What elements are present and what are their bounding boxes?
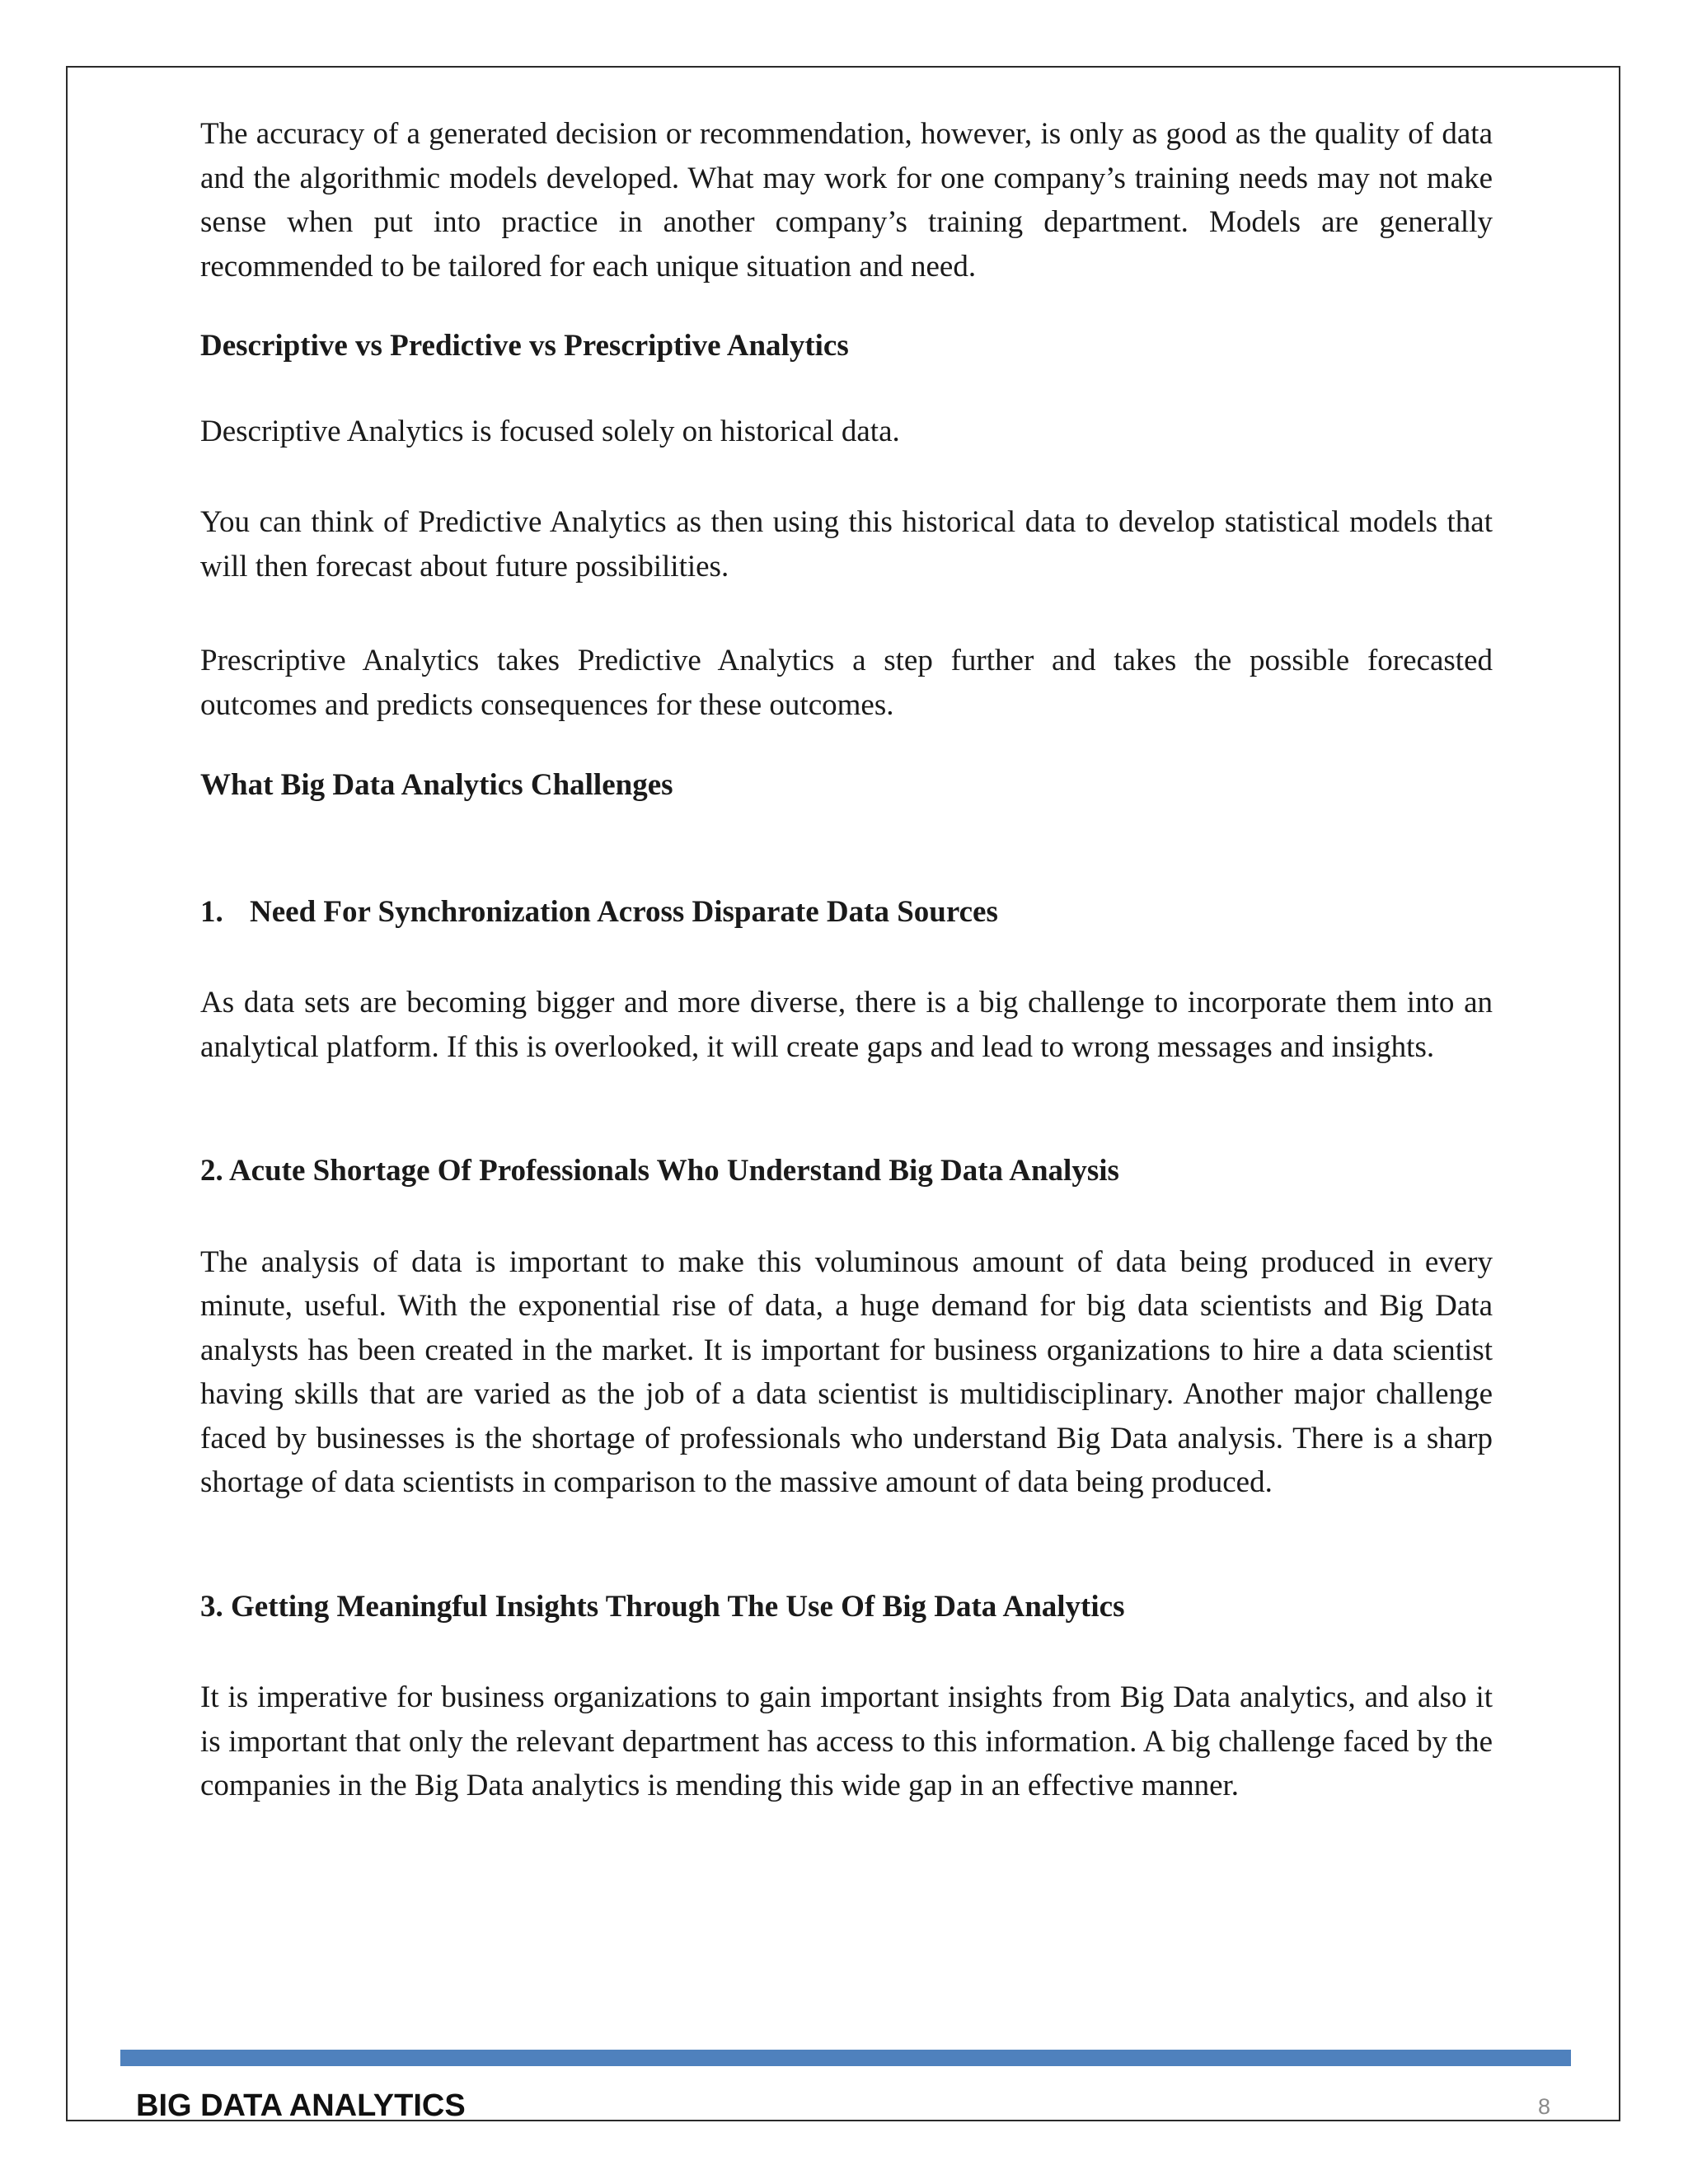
page-content <box>200 112 1493 1808</box>
prescriptive-paragraph: Prescriptive Analytics takes Predictive Analytics a step further and takes the possible forecasted outcomes and predicts consequences for these outcomes. <box>200 644 1493 722</box>
footer-title: BIG DATA ANALYTICS <box>136 2088 466 2123</box>
page-number: 8 <box>1538 2094 1551 2119</box>
descriptive-paragraph: Descriptive Analytics is focused solely on historical data. <box>200 414 900 448</box>
challenge-1-heading <box>200 890 1493 935</box>
sync-paragraph: As data sets are becoming bigger and more diverse, there is a big challenge to incorporate them into an analytical platform. If this is overlooked, it will create gaps and lead to wrong messages and insights. <box>200 986 1493 1064</box>
challenge-1-number: 1. <box>200 894 223 929</box>
challenge-2-heading: 2. Acute Shortage Of Professionals Who Understand Big Data Analysis <box>200 1154 1119 1188</box>
challenge-3-heading: 3. Getting Meaningful Insights Through The Use Of Big Data Analytics <box>200 1589 1125 1624</box>
footer-accent-bar <box>120 2050 1571 2066</box>
intro-paragraph: The accuracy of a generated decision or recommendation, however, is only as good as the quality of data and the algorithmic models developed. What may work for one company’s training needs may not make sense when put into practice in another company’s training department. Models are generally recommended to be tailored for each unique situation and need. <box>200 117 1493 284</box>
predictive-paragraph: You can think of Predictive Analytics as then using this historical data to develop statistical models that will then forecast about future possibilities. <box>200 505 1493 583</box>
challenge-1-title: Need For Synchronization Across Disparate Data Sources <box>250 894 998 929</box>
challenges-heading: What Big Data Analytics Challenges <box>200 768 673 802</box>
insights-paragraph: It is imperative for business organizations to gain important insights from Big Data analytics, and also it is important that only the relevant department has access to this information. A big challenge faced by the companies in the Big Data analytics is mending this wide gap in an effective manner. <box>200 1680 1493 1802</box>
shortage-paragraph: The analysis of data is important to make this voluminous amount of data being produced in every minute, useful. With the exponential rise of data, a huge demand for big data scientists and Big Data analysts has been created in the market. It is important for business organizations to hire a data scientist having skills that are varied as the job of a data scientist is multidisciplinary. Another major challenge faced by businesses is the shortage of professionals who understand Big Data analysis. There is a sharp shortage of data scientists in comparison to the massive amount of data being produced. <box>200 1244 1493 1499</box>
comparison-heading: Descriptive vs Predictive vs Prescriptive Analytics <box>200 329 849 363</box>
